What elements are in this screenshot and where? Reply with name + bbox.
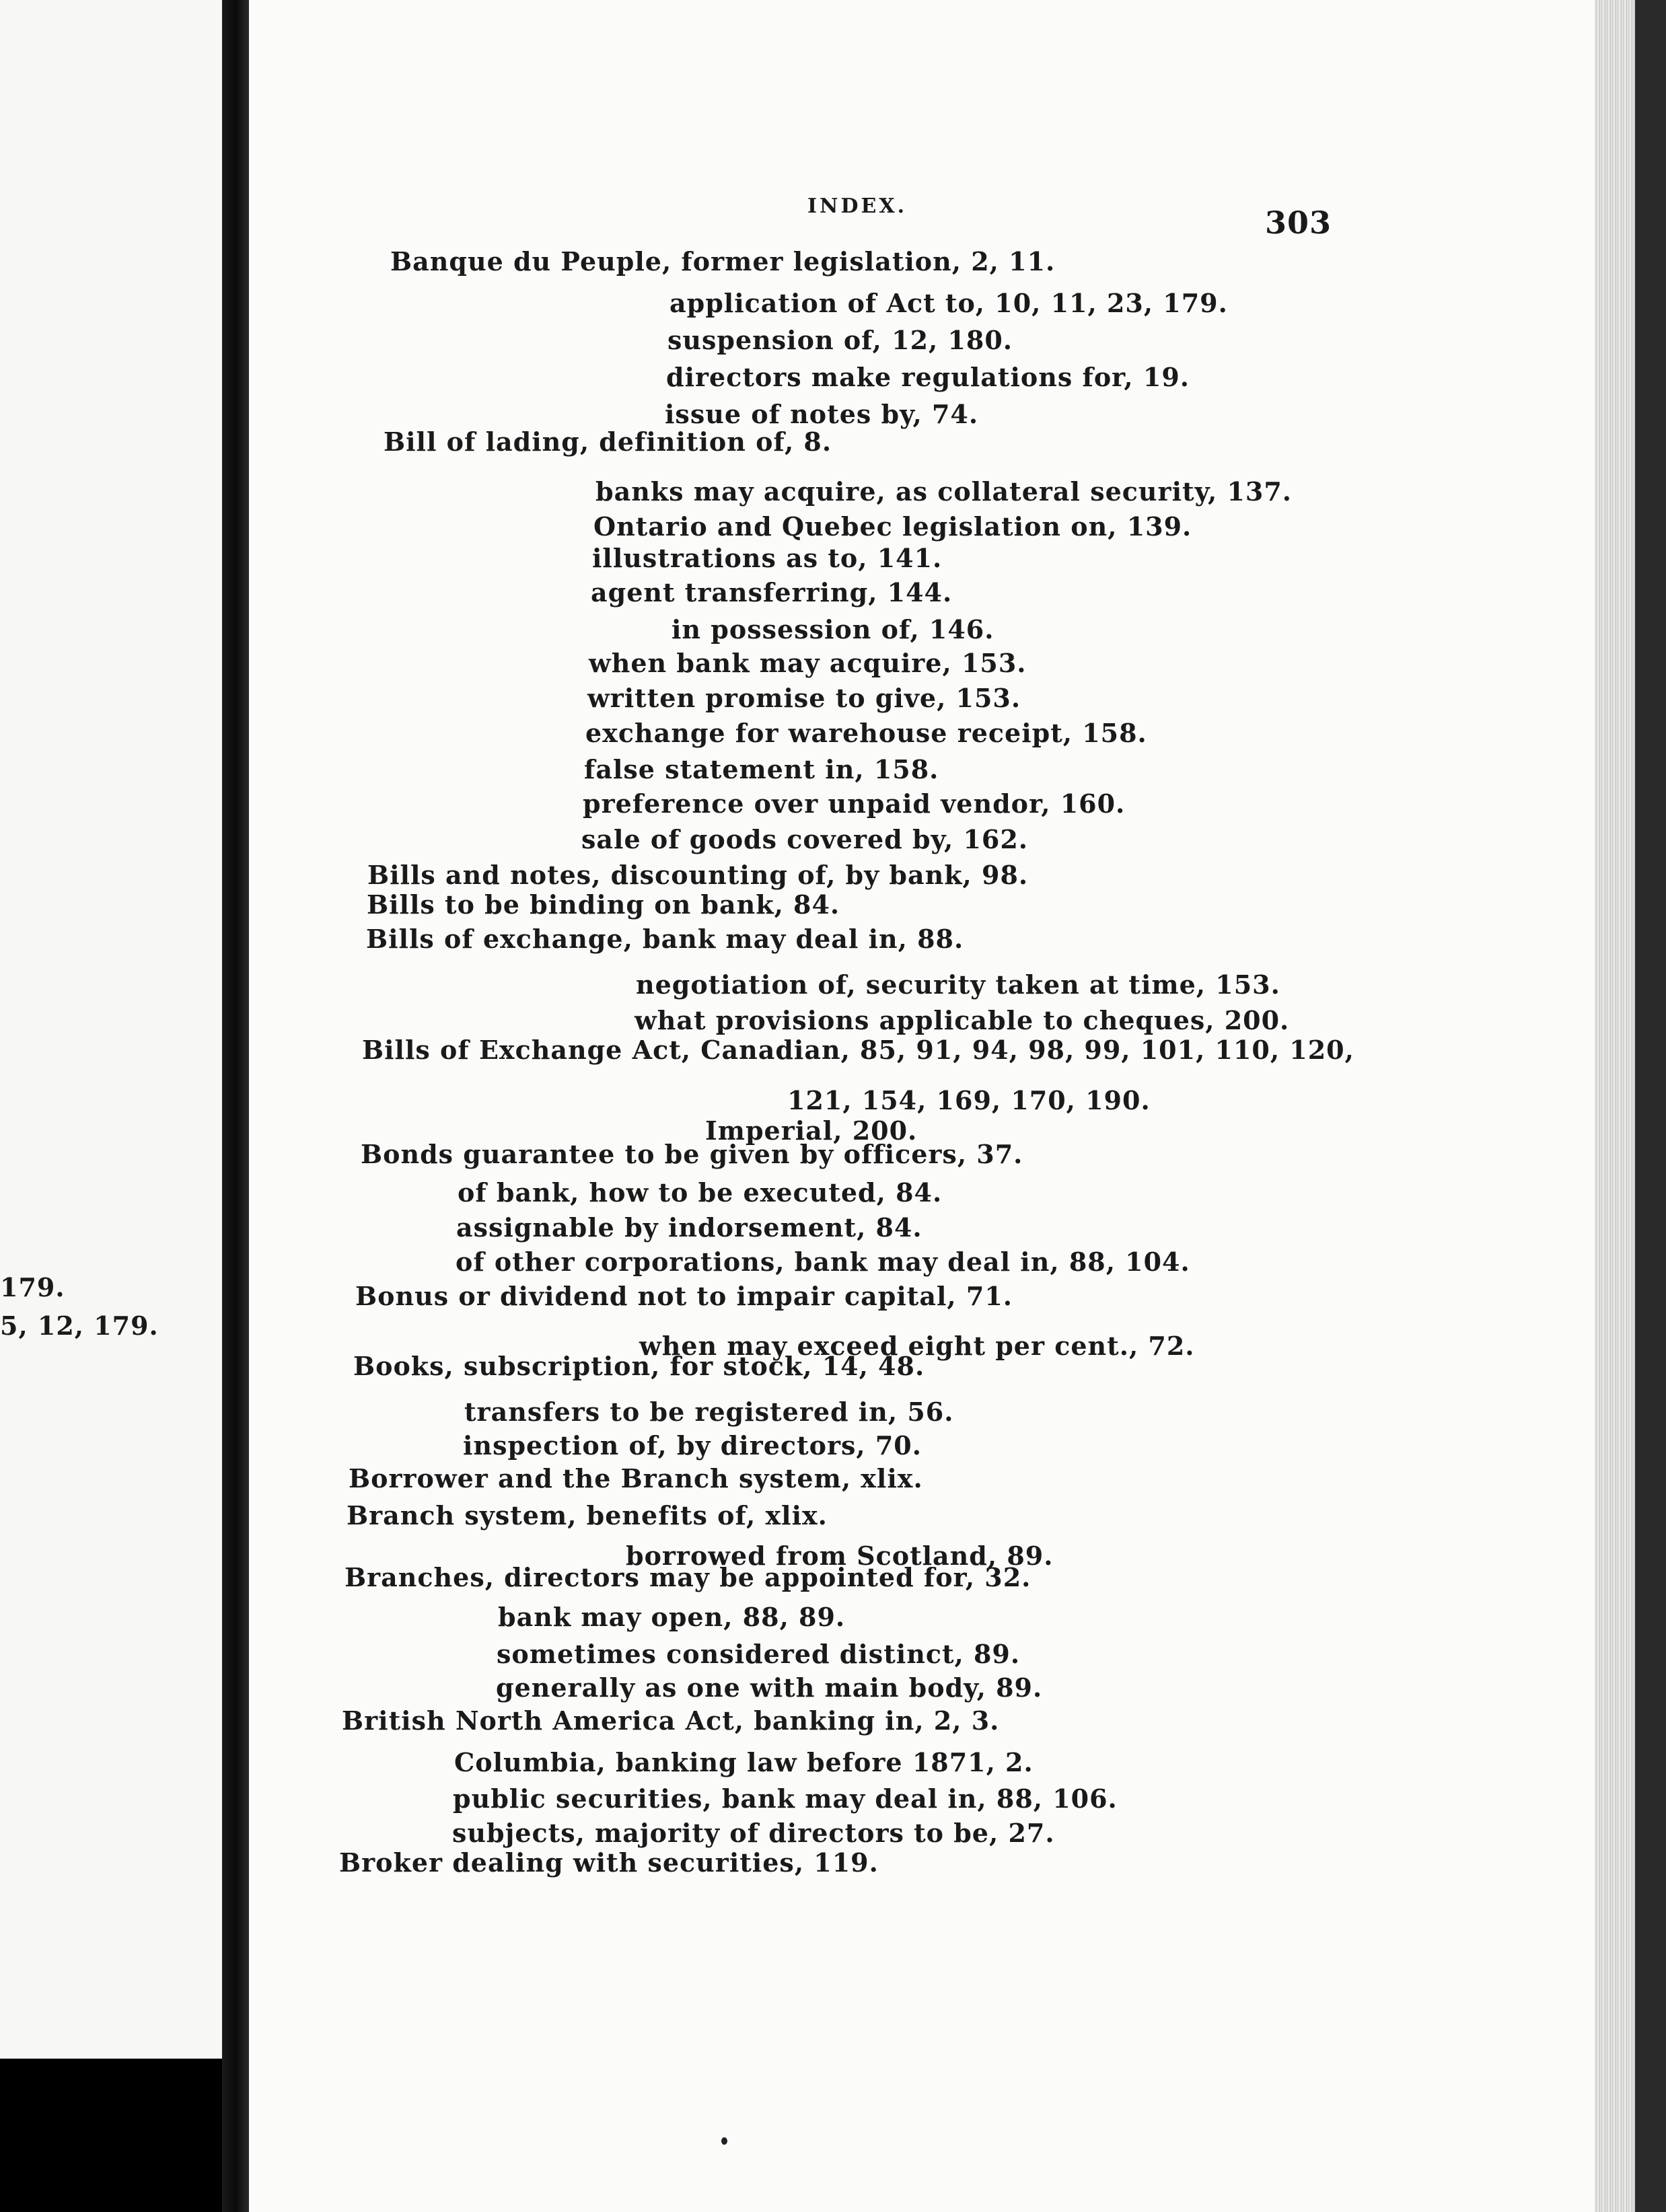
index-entry: Branch system, benefits of, xlix. <box>347 1500 828 1531</box>
index-entry: Imperial, 200. <box>705 1115 918 1146</box>
index-entry: British North America Act, banking in, 2, 3. <box>342 1705 1000 1736</box>
index-entry: borrowed from Scotland, 89. <box>626 1541 1054 1571</box>
index-entry: Columbia, banking law before 1871, 2. <box>454 1747 1034 1777</box>
index-entry: directors make regulations for, 19. <box>666 362 1190 392</box>
index-entry: sometimes considered distinct, 89. <box>497 1639 1021 1669</box>
index-entry: Banque du Peuple, former legislation, 2, 11. <box>390 246 1056 276</box>
index-entry: inspection of, by directors, 70. <box>463 1430 922 1461</box>
left-page <box>0 0 222 2059</box>
index-entry: false statement in, 158. <box>584 754 939 784</box>
index-entry: Bill of lading, definition of, 8. <box>384 427 832 457</box>
index-entry: Books, subscription, for stock, 14, 48. <box>353 1351 925 1381</box>
index-entry: Broker dealing with securities, 119. <box>339 1847 879 1878</box>
index-entry: 121, 154, 169, 170, 190. <box>787 1085 1151 1115</box>
index-entry: in possession of, 146. <box>672 614 994 644</box>
index-entry: preference over unpaid vendor, 160. <box>583 788 1126 819</box>
index-entry: Borrower and the Branch system, xlix. <box>349 1463 923 1494</box>
index-entry: Branches, directors may be appointed for, 32. <box>345 1562 1031 1592</box>
index-entry: what provisions applicable to cheques, 200. <box>635 1005 1290 1035</box>
index-entry: Bonus or dividend not to impair capital, 71. <box>355 1281 1013 1311</box>
index-entry: of bank, how to be executed, 84. <box>458 1177 943 1208</box>
index-entry: illustrations as to, 141. <box>592 543 943 573</box>
index-entry: Bills to be binding on bank, 84. <box>367 889 840 920</box>
index-entry: application of Act to, 10, 11, 23, 179. <box>669 288 1228 318</box>
index-entry: negotiation of, security taken at time, 153. <box>636 969 1280 1000</box>
right-page <box>249 0 1608 2212</box>
print-speck <box>721 2137 727 2145</box>
index-entry: banks may acquire, as collateral security, 137. <box>595 476 1293 507</box>
page-edge-stack <box>1595 0 1666 2212</box>
book-gutter <box>222 0 249 2212</box>
index-entry: written promise to give, 153. <box>587 683 1021 713</box>
index-entry: generally as one with main body, 89. <box>496 1672 1043 1703</box>
left-page-fragment: 5, 12, 179. <box>0 1311 159 1341</box>
index-entry: suspension of, 12, 180. <box>667 325 1013 355</box>
index-entry: when bank may acquire, 153. <box>589 648 1027 678</box>
index-entry: exchange for warehouse receipt, 158. <box>585 718 1147 748</box>
index-entry: agent transferring, 144. <box>591 577 953 607</box>
index-entry: issue of notes by, 74. <box>665 399 979 429</box>
index-entry: Bills and notes, discounting of, by bank, 98. <box>367 860 1029 890</box>
index-entry: bank may open, 88, 89. <box>498 1602 846 1632</box>
left-page-fragment: 179. <box>0 1272 65 1302</box>
index-entry: Bills of Exchange Act, Canadian, 85, 91, 94, 98, 99, 101, 110, 120, <box>362 1035 1354 1065</box>
index-entry: sale of goods covered by, 162. <box>581 824 1028 854</box>
page-number: 303 <box>1265 205 1332 241</box>
index-entry: when may exceed eight per cent., 72. <box>639 1331 1195 1361</box>
index-entry: subjects, majority of directors to be, 27. <box>452 1818 1055 1848</box>
index-entry: Bills of exchange, bank may deal in, 88. <box>366 924 964 954</box>
running-head: INDEX. <box>807 194 908 218</box>
index-entry: of other corporations, bank may deal in, 88, 104. <box>456 1247 1190 1277</box>
index-entry: assignable by indorsement, 84. <box>456 1212 922 1243</box>
index-entry: Bonds guarantee to be given by officers, 37. <box>361 1139 1023 1169</box>
index-entry: Ontario and Quebec legislation on, 139. <box>593 511 1192 542</box>
index-entry: transfers to be registered in, 56. <box>464 1397 954 1427</box>
index-entry: public securities, bank may deal in, 88, 106. <box>453 1783 1118 1814</box>
